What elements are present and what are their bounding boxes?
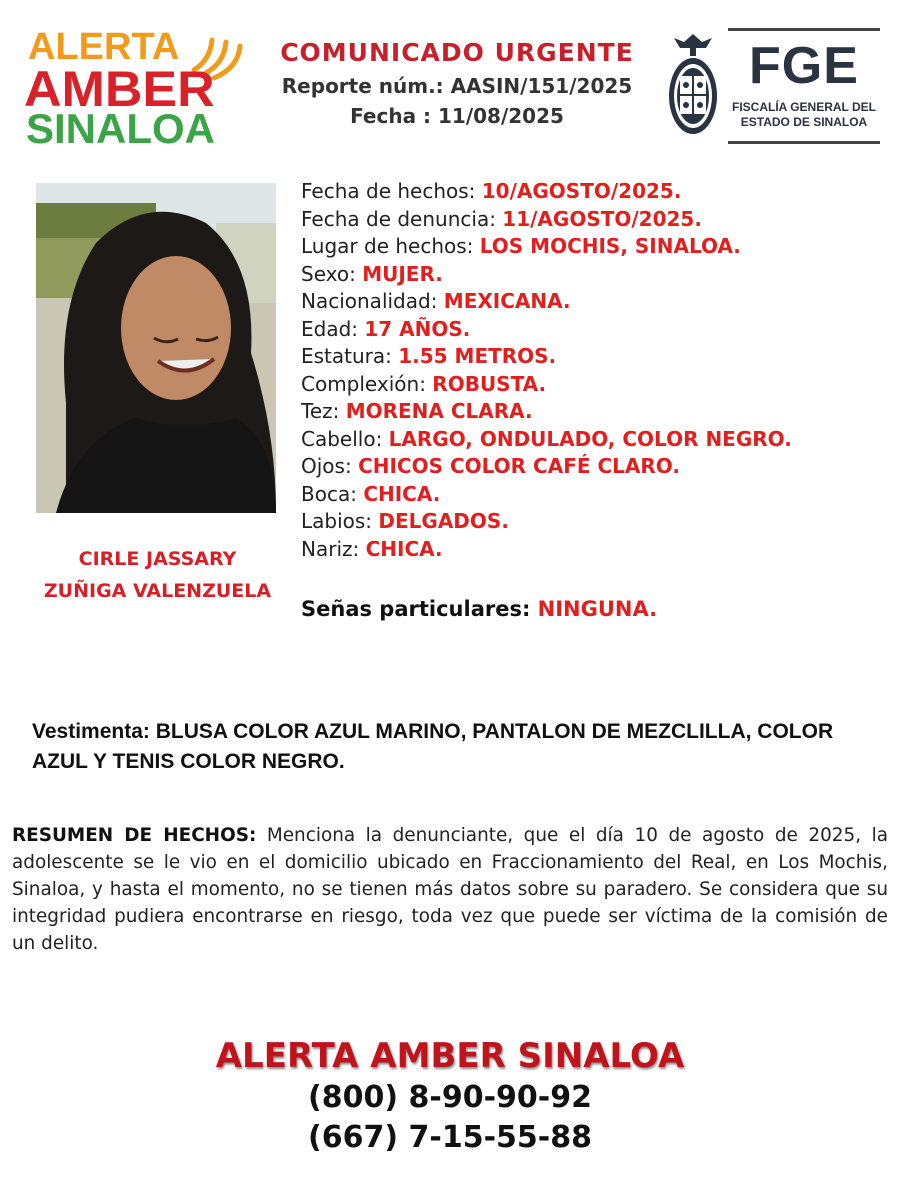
field-value: MUJER. <box>362 261 443 286</box>
fge-name-line1: FISCALÍA GENERAL DEL <box>731 100 876 114</box>
report-number: Reporte núm.: AASIN/151/2025 <box>281 74 633 98</box>
person-name-line2: ZUÑIGA VALENZUELA <box>43 580 272 602</box>
field-label: Fecha de denuncia: <box>301 206 503 231</box>
header-title: COMUNICADO URGENTE <box>280 38 634 67</box>
phone-number-1: (800) 8-90-90-92 <box>308 1080 592 1115</box>
field-label: Nacionalidad: <box>301 289 444 313</box>
field-label: Estatura: <box>301 344 399 368</box>
person-name-line1: CIRLE JASSARY <box>78 548 237 570</box>
field-value: 1.55 METROS. <box>398 344 557 368</box>
field-nariz <box>301 536 792 564</box>
resumen-label: RESUMEN DE HECHOS: <box>12 825 257 846</box>
field-fecha-denuncia <box>301 206 792 234</box>
field-lugar-hechos <box>301 233 792 261</box>
resumen-text: Menciona la denunciante, que el día 10 de agosto de 2025, la adolescente se le vio en el domicilio ubicado en Fraccionamiento del Real, en Los Mochis, Sinaloa, y hasta el momento, no se tienen más datos sobre su paradero. Se considera que su integridad pudiera encontrarse en riesgo, toda vez que puede ser víctima de la comisión de un delito. <box>12 825 888 954</box>
field-value: CHICOS COLOR CAFÉ CLARO. <box>358 454 680 478</box>
report-date: Fecha : 11/08/2025 <box>350 104 564 128</box>
field-label: Nariz: <box>301 536 366 561</box>
field-label: Lugar de hechos: <box>301 234 480 258</box>
field-value: 17 AÑOS. <box>364 316 471 341</box>
vestimenta-text: Vestimenta: BLUSA COLOR AZUL MARINO, PANTALON DE MEZCLILLA, COLOR AZUL Y TENIS COLOR NEGRO. <box>32 720 834 773</box>
field-ojos <box>301 453 792 481</box>
field-label: Ojos: <box>301 454 359 478</box>
field-cabello <box>301 426 792 454</box>
field-value: ROBUSTA. <box>432 371 547 396</box>
field-value: 10/AGOSTO/2025. <box>481 179 682 203</box>
field-sexo <box>301 261 792 289</box>
fge-acronym: FGE <box>749 37 859 95</box>
field-estatura <box>301 343 792 371</box>
senas-particulares <box>301 597 657 621</box>
field-value: CHICA. <box>363 481 441 506</box>
field-edad <box>301 316 792 344</box>
senas-label: Señas particulares: <box>301 597 538 621</box>
field-value: LOS MOCHIS, SINALOA. <box>479 234 741 258</box>
field-tez <box>301 398 792 426</box>
fge-name-line2: ESTADO DE SINALOA <box>740 115 868 129</box>
field-label: Sexo: <box>301 261 363 286</box>
field-label: Labios: <box>301 509 379 533</box>
logo-amber-text: AMBER <box>24 61 215 117</box>
logo-alerta-text: ALERTA <box>28 26 180 68</box>
field-labios <box>301 508 792 536</box>
field-label: Complexión: <box>301 371 433 396</box>
field-value: MORENA CLARA. <box>345 399 533 423</box>
senas-value: NINGUNA. <box>537 597 658 621</box>
field-value: MEXICANA. <box>443 289 571 313</box>
field-boca <box>301 481 792 509</box>
field-complexion <box>301 371 792 399</box>
field-label: Edad: <box>301 316 365 341</box>
field-nacionalidad <box>301 288 792 316</box>
field-fecha-hechos <box>301 178 792 206</box>
phone-number-2: (667) 7-15-55-88 <box>308 1120 592 1155</box>
field-value: CHICA. <box>365 536 443 561</box>
field-value: 11/AGOSTO/2025. <box>502 206 702 231</box>
footer-title: ALERTA AMBER SINALOA <box>215 1036 685 1076</box>
state-seal-icon <box>666 30 720 140</box>
field-label: Cabello: <box>301 426 389 451</box>
field-value: DELGADOS. <box>378 509 509 533</box>
field-label: Fecha de hechos: <box>301 179 482 203</box>
field-label: Tez: <box>301 399 346 423</box>
field-value: LARGO, ONDULADO, COLOR NEGRO. <box>388 426 792 451</box>
logo-sinaloa-text: SINALOA <box>26 105 215 152</box>
missing-person-photo <box>36 183 276 513</box>
description-fields <box>301 178 792 563</box>
field-label: Boca: <box>301 481 364 506</box>
resumen-paragraph <box>12 822 888 957</box>
